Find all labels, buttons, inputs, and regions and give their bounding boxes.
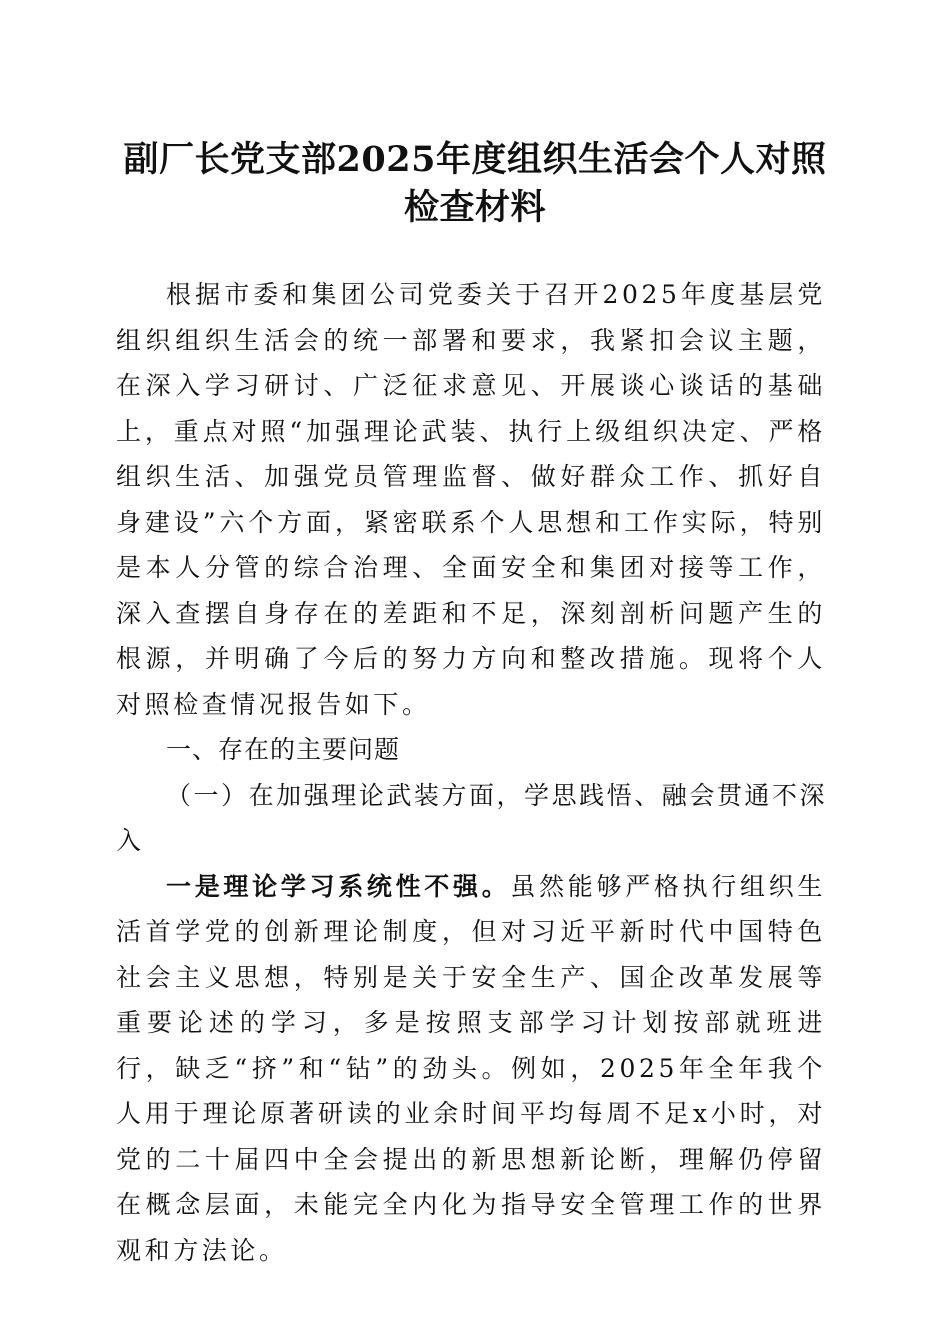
point-1-body: 虽然能够严格执行组织生活首学党的创新理论制度，但对习近平新时代中国特色社会主义思想，特别是关于安全生产、国企改革发展等重要论述的学习，多是按照支部学习计划按部就班进行，缺乏“挤”和“钻”的劲头。例如，2025年全年我个人用于理论原著研读的业余时间平均每周不足x小时，对党的二十届四中全会提出的新思想新论断，理解仍停留在概念层面，未能完全内化为指导安全管理工作的世界观和方法论。 <box>116 871 827 1265</box>
subsection-heading-theory: （一）在加强理论武装方面，学思践悟、融会贯通不深入 <box>116 780 826 855</box>
document-body <box>116 272 826 1273</box>
point-1-lead: 一是理论学习系统性不强。 <box>166 871 511 901</box>
section-heading-problems: 一、存在的主要问题 <box>166 735 401 764</box>
point-paragraph-1 <box>116 864 826 1274</box>
intro-paragraph: 根据市委和集团公司党委关于召开2025年度基层党组织组织生活会的统一部署和要求，我紧扣会议主题，在深入学习研讨、广泛征求意见、开展谈心谈话的基础上，重点对照“加强理论武装、执行上级组织决定、严格组织生活、加强党员管理监督、做好群众工作、抓好自身建设”六个方面，紧密联系个人思想和工作实际，特别是本人分管的综合治理、全面安全和集团对接等工作，深入查摆自身存在的差距和不足，深刻剖析问题产生的根源，并明确了今后的努力方向和整改措施。现将个人对照检查情况报告如下。 <box>116 280 826 719</box>
document-title: 副厂长党支部2025年度组织生活会个人对照检查材料 <box>123 139 827 228</box>
